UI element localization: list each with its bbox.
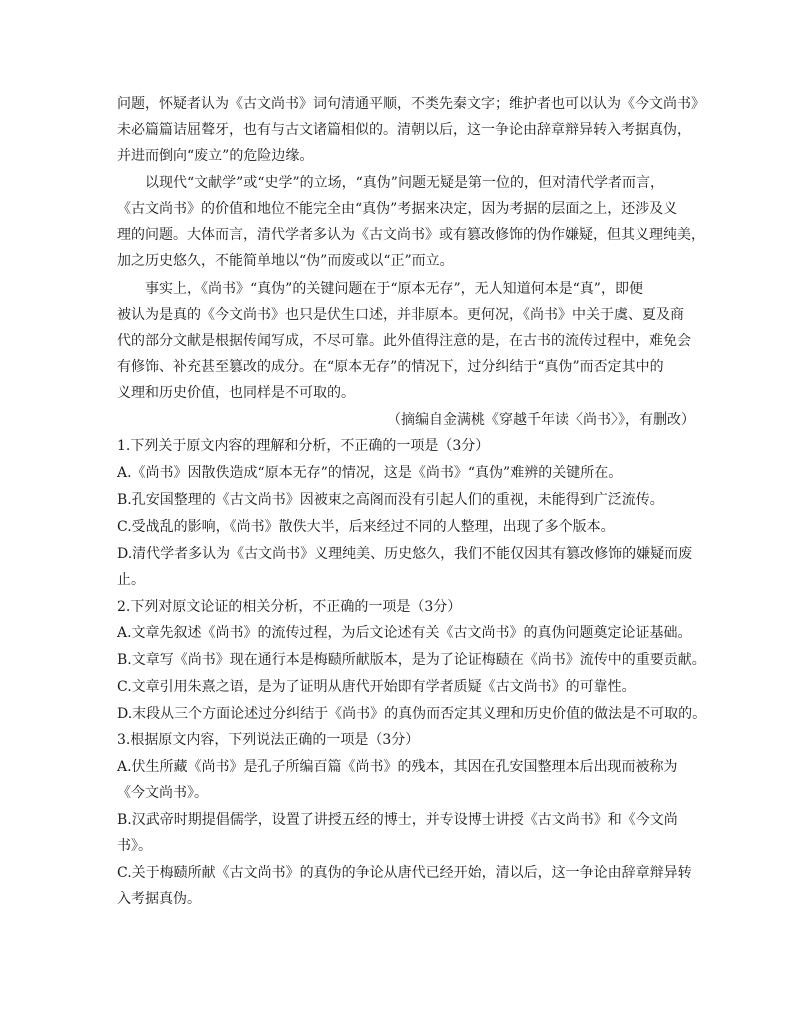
option-b: B.汉武帝时期提倡儒学，设置了讲授五经的博士，并专设博士讲授《古文尚书》和《今文尚 xyxy=(117,812,678,828)
question-stem: 1.下列关于原文内容的理解和分析，不正确的一项是（3分） xyxy=(117,438,490,454)
option-a: A.文章先叙述《尚书》的流传过程，为后文论述有关《古文尚书》的真伪问题奠定论证基础。 xyxy=(117,625,692,641)
option-b-continued: 书》。 xyxy=(117,838,152,854)
option-d-continued: 止。 xyxy=(117,572,145,588)
option-d: D.清代学者多认为《古文尚书》义理纯美、历史悠久，我们不能仅因其有篡改修饰的嫌疑而废 xyxy=(117,546,693,562)
passage-line: 以现代“文献学”或“史学”的立场，“真伪”问题无疑是第一位的，但对清代学者而言， xyxy=(145,175,664,191)
option-c-continued: 入考据真伪。 xyxy=(117,891,201,907)
passage-line: 被认为是真的《今文尚书》也只是伏生口述，并非原本。更何况，《尚书》中关于虞、夏及商 xyxy=(117,307,684,323)
passage-line: 义理和历史价值，也同样是不可取的。 xyxy=(117,385,355,401)
passage-line: 加之历史悠久，不能简单地以“伪”而废或以“正”而立。 xyxy=(117,253,454,269)
passage-line: 问题，怀疑者认为《古文尚书》词句清通平顺，不类先秦文字；维护者也可以认为《今文尚书》 xyxy=(117,96,705,112)
option-c: C.关于梅赜所献《古文尚书》的真伪的争论从唐代已经开始，清以后，这一争论由辞章辩异转 xyxy=(117,865,692,881)
question-stem: 3.根据原文内容，下列说法正确的一项是（3分） xyxy=(117,732,420,748)
passage-line: 《古文尚书》的价值和地位不能完全由“真伪”考据来决定，因为考据的层面之上，还涉及义 xyxy=(117,201,678,217)
option-a: A.伏生所藏《尚书》是孔子所编百篇《尚书》的残本，其因在孔安国整理本后出现而被称为 xyxy=(117,759,678,775)
option-c: C.受战乱的影响，《尚书》散佚大半，后来经过不同的人整理，出现了多个版本。 xyxy=(117,519,615,535)
passage-line: 理的问题。大体而言，清代学者多认为《古文尚书》或有篡改修饰的伪作嫌疑，但其义理纯美， xyxy=(117,227,705,243)
passage-line: 并进而倒向“废立”的危险边缘。 xyxy=(117,148,314,164)
source-citation: （摘编自金满桃《穿越千年读〈尚书〉》，有删改） xyxy=(387,412,695,428)
passage-line: 未必篇篇诘屈聱牙，也有与古文诸篇相似的。清朝以后，这一争论由辞章辩异转入考据真伪， xyxy=(117,122,691,138)
option-d: D.末段从三个方面论述过分纠结于《尚书》的真伪而否定其义理和历史价值的做法是不可取的。 xyxy=(117,706,707,722)
passage-line: 有修饰、补充甚至篡改的成分。在“原本无存”的情况下，过分纠结于“真伪”而否定其中的 xyxy=(117,359,664,375)
passage-line: 事实上，《尚书》“真伪”的关键问题在于“原本无存”，无人知道何本是“真”，即便 xyxy=(145,281,643,297)
question-stem: 2.下列对原文论证的相关分析，不正确的一项是（3分） xyxy=(117,599,462,615)
option-b: B.孔安国整理的《古文尚书》因被束之高阁而没有引起人们的重视，未能得到广泛流传。 xyxy=(117,492,664,508)
passage-line: 代的部分文献是根据传闻写成，不尽可靠。此外值得注意的是，在古书的流传过程中，难免会 xyxy=(117,333,691,349)
option-c: C.文章引用朱熹之语，是为了证明从唐代开始即有学者质疑《古文尚书》的可靠性。 xyxy=(117,679,636,695)
option-a: A.《尚书》因散佚造成“原本无存”的情况，这是《尚书》“真伪”难辨的关键所在。 xyxy=(117,465,623,481)
option-a-continued: 《今文尚书》。 xyxy=(117,785,208,801)
option-b: B.文章写《尚书》现在通行本是梅赜所献版本，是为了论证梅赜在《尚书》流传中的重要贡献。 xyxy=(117,652,706,668)
